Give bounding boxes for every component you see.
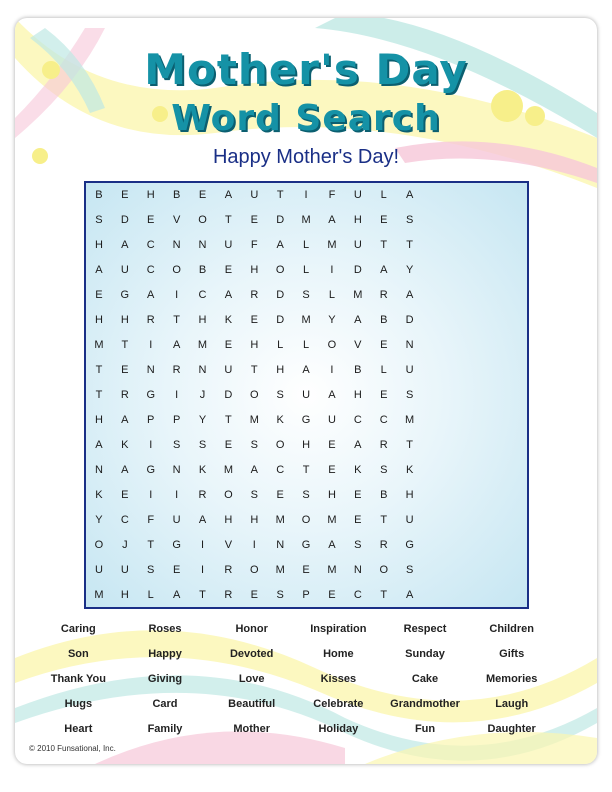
grid-letter: A [121,414,129,426]
grid-letter: S [380,464,388,476]
grid-letter: E [250,314,258,326]
grid-letter: L [303,339,310,351]
grid-letter: T [173,314,180,326]
grid-letter: T [406,439,413,451]
grid-row [86,233,527,258]
grid-letter: M [94,339,104,351]
grid-letter: M [275,514,285,526]
grid-letter: C [198,289,207,301]
grid-letter: V [172,214,181,226]
grid-letter: S [147,564,155,576]
grid-row [86,358,527,383]
word-list-item: Giving [147,673,183,685]
grid-letter: G [301,414,311,426]
grid-letter: H [198,314,207,326]
grid-letter: E [302,564,310,576]
grid-letter: U [224,364,233,376]
grid-letter: N [172,239,181,251]
grid-letter: U [327,414,336,426]
word-list-item: Beautiful [228,698,276,710]
grid-letter: U [172,514,181,526]
grid-letter: A [95,439,103,451]
grid-letter: U [405,514,414,526]
word-list-item: Kisses [320,673,357,685]
grid-letter: G [172,539,181,551]
word-list-item: Family [147,723,183,735]
grid-letter: E [121,189,129,201]
grid-letter: D [353,264,362,276]
word-list-item: Heart [64,723,93,735]
grid-letter: K [405,464,414,476]
grid-letter: I [149,439,153,451]
grid-letter: H [353,214,362,226]
grid-letter: R [379,539,388,551]
grid-letter: H [120,589,129,601]
grid-letter: E [328,439,336,451]
grid-letter: R [250,289,259,301]
grid-row [86,583,527,608]
grid-letter: E [354,489,362,501]
grid-letter: A [380,264,388,276]
grid-letter: J [122,539,128,551]
grid-letter: T [95,364,103,376]
word-list-item: Happy [148,648,182,660]
grid-letter: N [146,364,155,376]
grid-letter: R [379,439,388,451]
grid-letter: U [120,564,129,576]
grid-letter: E [328,589,336,601]
word-list-item: Grandmother [390,698,460,710]
grid-letter: T [380,239,388,251]
grid-letter: G [301,539,311,551]
grid-letter: I [200,564,205,576]
grid-letter: F [250,239,258,251]
grid-letter: E [147,214,155,226]
grid-letter: O [275,439,285,451]
grid-letter: A [95,264,103,276]
grid-letter: E [380,214,388,226]
grid-letter: G [146,389,155,401]
grid-letter: A [121,464,129,476]
grid-letter: A [354,439,362,451]
grid-letter: L [303,239,310,251]
word-list-item: Thank You [50,673,106,685]
grid-letter: H [276,364,285,376]
grid-letter: I [330,364,334,376]
grid-letter: V [224,539,233,551]
grid-letter: U [94,564,103,576]
grid-letter: I [175,289,179,301]
grid-letter: A [328,214,336,226]
word-list-row [35,623,555,648]
grid-letter: B [380,314,388,326]
grid-letter: T [276,189,284,201]
grid-letter: A [198,514,207,526]
grid-letter: T [406,239,413,251]
grid-letter: D [276,314,285,326]
grid-letter: H [94,314,103,326]
grid-letter: R [224,564,233,576]
grid-row [86,433,527,458]
grid-letter: H [327,489,336,501]
grid-letter: A [302,364,310,376]
grid-letter: N [405,339,414,351]
grid-letter: A [328,539,336,551]
grid-letter: S [250,489,258,501]
grid-letter: N [353,564,362,576]
grid-letter: N [172,464,181,476]
grid-row [86,558,527,583]
grid-letter: H [250,514,259,526]
word-list-row [35,673,555,698]
word-list-item: Gifts [499,648,525,660]
grid-letter: R [146,314,155,326]
grid-letter: E [276,489,284,501]
letter-grid [86,183,527,607]
grid-letter: I [252,539,256,551]
grid-letter: P [147,414,155,426]
grid-letter: K [276,414,284,426]
grid-letter: T [250,364,258,376]
grid-letter: G [405,539,414,551]
grid-letter: T [121,339,129,351]
grid-row [86,183,527,208]
grid-letter: H [224,514,233,526]
grid-letter: M [405,414,415,426]
word-list-item: Devoted [229,648,274,660]
grid-letter: M [353,289,363,301]
grid-letter: B [172,189,181,201]
word-list-item: Roses [148,623,182,635]
word-list-item: Son [67,648,89,660]
grid-letter: C [353,414,362,426]
copyright-text: © 2010 Funsational, Inc. [29,744,116,753]
grid-letter: Y [405,264,414,276]
grid-letter: D [276,214,285,226]
word-list-item: Hugs [64,698,93,710]
grid-letter: T [225,414,232,426]
grid-letter: M [223,464,233,476]
grid-letter: S [405,389,414,401]
grid-letter: M [275,564,285,576]
grid-letter: H [302,439,311,451]
grid-letter: I [330,264,334,276]
grid-letter: C [146,264,155,276]
grid-letter: C [276,464,285,476]
grid-letter: K [354,464,362,476]
grid-letter: L [303,264,310,276]
grid-letter: A [405,589,414,601]
grid-letter: S [198,439,207,451]
grid-row [86,308,527,333]
grid-letter: A [121,239,129,251]
word-list-row [35,698,555,723]
word-list-item: Sunday [405,648,445,660]
grid-row [86,283,527,308]
worksheet-page [15,18,597,764]
grid-letter: E [198,189,207,201]
grid-letter: K [95,489,103,501]
grid-letter: M [197,339,208,351]
grid-letter: B [95,189,103,201]
grid-letter: S [276,589,284,601]
grid-letter: M [327,239,337,251]
grid-letter: S [354,539,362,551]
grid-letter: E [121,364,129,376]
title-line-1: Mother's Day [144,45,468,94]
grid-row [86,383,527,408]
grid-letter: A [405,189,414,201]
grid-letter: Y [328,314,336,326]
grid-letter: A [147,289,155,301]
grid-letter: L [277,339,284,351]
grid-letter: A [276,239,284,251]
grid-letter: U [405,364,414,376]
grid-letter: R [224,589,233,601]
grid-row [86,333,527,358]
grid-letter: O [250,564,259,576]
grid-letter: I [175,389,179,401]
word-list-item: Home [323,648,354,660]
word-list-item: Memories [486,673,538,685]
grid-letter: C [146,239,155,251]
grid-letter: S [250,439,258,451]
grid-letter: D [224,389,233,401]
grid-letter: H [353,389,362,401]
grid-letter: P [172,414,181,426]
word-list-item: Mother [233,723,271,735]
grid-letter: S [95,214,103,226]
grid-letter: E [354,514,362,526]
grid-letter: A [250,464,258,476]
grid-letter: A [328,389,336,401]
grid-letter: F [147,514,155,526]
grid-letter: L [328,289,336,301]
grid-letter: O [250,389,259,401]
grid-letter: H [250,339,259,351]
grid-letter: B [198,264,207,276]
grid-letter: O [172,264,181,276]
grid-letter: T [380,514,388,526]
grid-letter: A [172,339,181,351]
grid-letter: H [146,189,155,201]
word-list-item: Inspiration [310,623,367,635]
grid-letter: A [405,289,414,301]
grid-letter: T [199,589,206,601]
grid-letter: A [224,289,233,301]
grid-letter: E [250,589,258,601]
grid-letter: O [301,514,311,526]
grid-letter: E [224,439,233,451]
grid-letter: P [302,589,310,601]
grid-letter: O [94,539,104,551]
grid-row [86,508,527,533]
grid-letter: A [172,589,181,601]
grid-letter: H [94,414,103,426]
grid-letter: M [301,214,311,226]
word-list-item: Respect [403,623,447,635]
grid-letter: O [224,489,233,501]
word-list-item: Children [489,623,534,635]
grid-letter: G [146,464,155,476]
grid-row [86,483,527,508]
grid-letter: K [198,464,207,476]
word-list-item: Caring [60,623,96,635]
grid-letter: E [95,289,103,301]
grid-letter: F [328,189,336,201]
title-line-2: Word Search [171,98,441,139]
word-list-item: Honor [235,623,268,635]
grid-letter: A [354,314,362,326]
grid-letter: S [302,289,310,301]
grid-letter: E [224,339,233,351]
word-list-item: Fun [414,723,436,735]
grid-letter: M [249,414,259,426]
grid-letter: V [354,339,362,351]
grid-letter: R [120,389,129,401]
word-list-row [35,648,555,673]
grid-letter: S [172,439,181,451]
grid-letter: I [304,189,308,201]
word-list-item: Daughter [487,723,536,735]
grid-letter: B [354,364,362,376]
grid-letter: M [327,564,337,576]
grid-letter: U [120,264,129,276]
grid-letter: I [149,489,153,501]
grid-letter: H [250,264,259,276]
grid-letter: U [250,189,259,201]
grid-letter: N [276,539,285,551]
grid-letter: U [302,389,311,401]
grid-letter: A [224,189,233,201]
grid-letter: O [327,339,337,351]
grid-letter: I [149,339,153,351]
grid-letter: E [380,339,388,351]
word-list-item: Celebrate [313,698,364,710]
grid-letter: G [120,289,130,301]
grid-row [86,533,527,558]
grid-letter: Y [198,414,207,426]
grid-letter: R [198,489,207,501]
grid-letter: N [198,364,207,376]
grid-letter: S [302,489,310,501]
grid-letter: K [121,439,129,451]
grid-letter: E [121,489,129,501]
grid-letter: T [147,539,155,551]
grid-letter: E [224,264,233,276]
grid-letter: I [200,539,205,551]
grid-row [86,458,527,483]
grid-letter: T [95,389,103,401]
subtitle: Happy Mother's Day! [212,146,400,168]
grid-letter: H [405,489,414,501]
grid-letter: O [379,564,389,576]
grid-letter: K [224,314,233,326]
grid-letter: S [405,214,414,226]
grid-letter: E [172,564,181,576]
grid-letter: C [120,514,129,526]
word-list-item: Holiday [318,723,359,735]
grid-letter: M [327,514,337,526]
word-list-item: Love [238,673,265,685]
grid-row [86,408,527,433]
grid-letter: C [353,589,362,601]
grid-letter: C [379,414,388,426]
grid-letter: O [275,264,285,276]
grid-letter: D [120,214,129,226]
grid-letter: N [94,464,103,476]
grid-letter: T [225,214,232,226]
grid-letter: U [353,239,362,251]
grid-letter: B [380,489,388,501]
grid-letter: N [198,239,207,251]
grid-letter: M [301,314,311,326]
grid-letter: S [276,389,284,401]
grid-letter: U [353,189,362,201]
grid-letter: O [198,214,207,226]
grid-letter: U [224,239,233,251]
word-list-item: Cake [411,673,439,685]
grid-letter: D [276,289,285,301]
grid-letter: M [94,589,104,601]
grid-letter: H [94,239,103,251]
grid-letter: L [380,189,387,201]
grid-letter: E [328,464,336,476]
grid-letter: E [380,389,388,401]
grid-letter: J [199,389,206,401]
word-list-item: Laugh [495,698,529,710]
grid-letter: I [175,489,179,501]
grid-letter: R [172,364,181,376]
grid-row [86,258,527,283]
grid-letter: S [405,564,414,576]
grid-letter: E [250,214,258,226]
grid-letter: T [302,464,310,476]
grid-row [86,208,527,233]
word-list-item: Card [152,698,178,710]
grid-letter: Y [95,514,103,526]
grid-letter: L [147,589,154,601]
word-list [35,623,555,748]
letter-grid-box [84,181,529,609]
grid-letter: R [379,289,388,301]
grid-letter: H [120,314,129,326]
grid-letter: D [405,314,414,326]
grid-letter: T [380,589,388,601]
grid-letter: L [380,364,387,376]
